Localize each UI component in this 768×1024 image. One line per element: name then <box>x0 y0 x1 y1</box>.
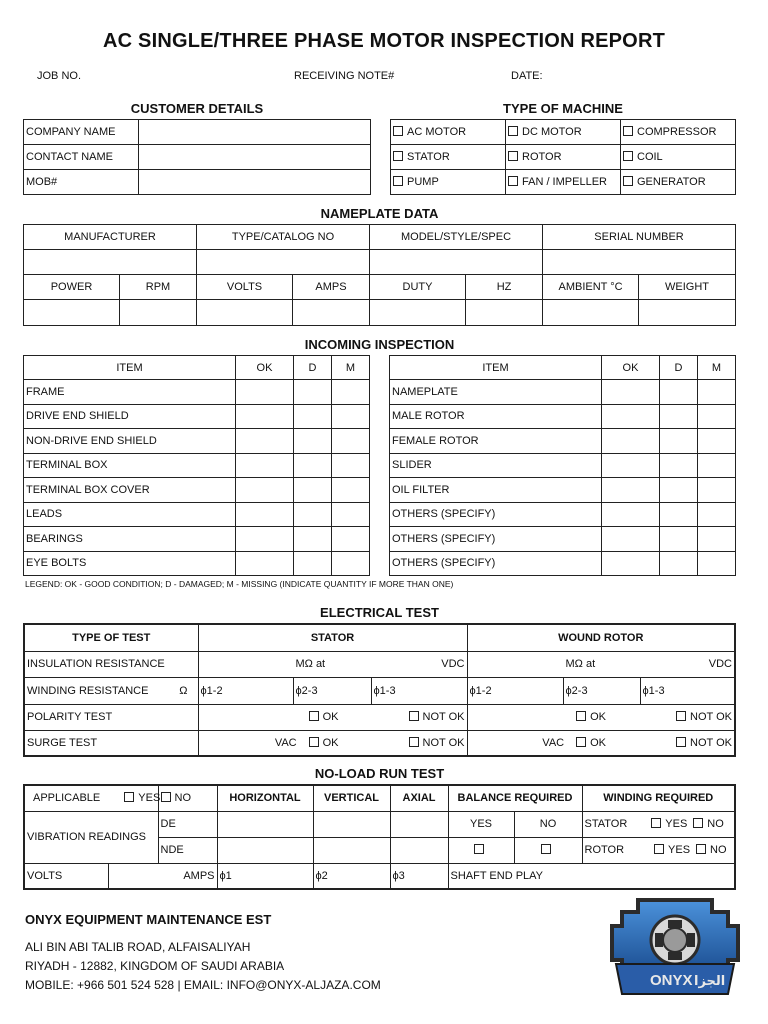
inspection-row <box>24 404 370 429</box>
option-generator[interactable]: GENERATOR <box>621 170 736 195</box>
balance-required-header: BALANCE REQUIRED <box>448 785 582 811</box>
company-name-field[interactable] <box>139 120 371 145</box>
wound-rotor-header: WOUND ROTOR <box>467 624 735 651</box>
checkbox-icon[interactable] <box>696 844 706 854</box>
de-label: DE <box>158 811 217 837</box>
inspection-row <box>24 380 370 405</box>
inspection-m-cell[interactable] <box>332 404 370 429</box>
electrical-table <box>23 623 736 757</box>
item-header: ITEM <box>390 356 602 380</box>
inspection-ok-cell[interactable] <box>602 429 660 454</box>
inspection-item-label: FRAME <box>24 380 236 405</box>
inspection-m-cell[interactable] <box>332 453 370 478</box>
inspection-ok-cell[interactable] <box>236 429 294 454</box>
inspection-d-cell[interactable] <box>294 551 332 576</box>
noload-table <box>23 784 736 890</box>
company-name-label: COMPANY NAME <box>24 120 139 145</box>
checkbox-icon[interactable] <box>508 176 518 186</box>
checkbox-icon[interactable] <box>161 792 171 802</box>
inspection-ok-cell[interactable] <box>236 551 294 576</box>
inspection-m-cell[interactable] <box>332 429 370 454</box>
shaft-end-play-field[interactable]: SHAFT END PLAY <box>448 863 735 889</box>
phase-3-field[interactable]: ϕ3 <box>390 863 448 889</box>
inspection-ok-cell[interactable] <box>236 527 294 552</box>
de-horizontal[interactable] <box>217 811 313 837</box>
inspection-item-label: NON-DRIVE END SHIELD <box>24 429 236 454</box>
checkbox-icon[interactable] <box>393 126 403 136</box>
inspection-row <box>24 551 370 576</box>
inspection-ok-cell[interactable] <box>602 502 660 527</box>
inspection-d-cell[interactable] <box>660 527 698 552</box>
type-catalog-header: TYPE/CATALOG NO <box>197 225 370 250</box>
checkbox-icon[interactable] <box>623 126 633 136</box>
checkbox-icon[interactable] <box>474 844 484 854</box>
inspection-item-label: EYE BOLTS <box>24 551 236 576</box>
option-fan-impeller[interactable]: FAN / IMPELLER <box>506 170 621 195</box>
item-header: ITEM <box>24 356 236 380</box>
ambient-field[interactable] <box>543 300 639 326</box>
balance-no-checkbox[interactable] <box>514 837 582 863</box>
option-stator[interactable]: STATOR <box>391 145 506 170</box>
incoming-left-table <box>23 355 370 576</box>
nameplate-table <box>23 224 736 326</box>
rpm-header: RPM <box>120 275 197 300</box>
inspection-item-label: FEMALE ROTOR <box>390 429 602 454</box>
weight-field[interactable] <box>639 300 736 326</box>
power-header: POWER <box>24 275 120 300</box>
inspection-item-label: BEARINGS <box>24 527 236 552</box>
inspection-row <box>390 478 736 503</box>
machine-table <box>390 119 736 195</box>
checkbox-icon[interactable] <box>654 844 664 854</box>
inspection-ok-cell[interactable] <box>236 502 294 527</box>
inspection-item-label: SLIDER <box>390 453 602 478</box>
date-label: DATE: <box>511 70 543 82</box>
inspection-d-cell[interactable] <box>660 453 698 478</box>
incoming-heading: INCOMING INSPECTION <box>304 337 455 352</box>
inspection-ok-cell[interactable] <box>602 380 660 405</box>
type-catalog-field[interactable] <box>197 250 370 275</box>
manufacturer-header: MANUFACTURER <box>24 225 197 250</box>
inspection-ok-cell[interactable] <box>602 527 660 552</box>
inspection-d-cell[interactable] <box>294 527 332 552</box>
job-no-label: JOB NO. <box>37 70 82 82</box>
winding-required-header: WINDING REQUIRED <box>582 785 735 811</box>
inspection-item-label: LEADS <box>24 502 236 527</box>
inspection-row <box>24 429 370 454</box>
manufacturer-field[interactable] <box>24 250 197 275</box>
inspection-item-label: NAMEPLATE <box>390 380 602 405</box>
inspection-row <box>24 453 370 478</box>
checkbox-icon[interactable] <box>124 792 134 802</box>
amps-label: AMPS <box>108 863 217 889</box>
balance-no-label: NO <box>514 811 582 837</box>
rpm-field[interactable] <box>120 300 197 326</box>
stator-phase-12[interactable]: ϕ1-2 <box>198 677 293 704</box>
checkbox-icon[interactable] <box>623 151 633 161</box>
vibration-label: VIBRATION READINGS <box>24 811 158 863</box>
inspection-row <box>24 502 370 527</box>
volts-label: VOLTS <box>24 863 108 889</box>
incoming-right-table <box>389 355 736 576</box>
stator-insulation-field[interactable]: MΩ at VDC <box>198 651 467 677</box>
inspection-item-label: OTHERS (SPECIFY) <box>390 551 602 576</box>
ohm-unit: Ω <box>179 684 188 697</box>
winding-stator-row: STATOR YES NO <box>582 811 735 837</box>
checkbox-icon[interactable] <box>508 151 518 161</box>
inspection-m-cell[interactable] <box>698 429 736 454</box>
inspection-m-cell[interactable] <box>332 527 370 552</box>
power-field[interactable] <box>24 300 120 326</box>
inspection-ok-cell[interactable] <box>602 404 660 429</box>
logo-text: ONYX <box>650 972 693 989</box>
contact-name-field[interactable] <box>139 145 371 170</box>
balance-yes-label: YES <box>448 811 514 837</box>
customer-table <box>23 119 371 195</box>
option-rotor[interactable]: ROTOR <box>506 145 621 170</box>
inspection-item-label: TERMINAL BOX <box>24 453 236 478</box>
hz-field[interactable] <box>466 300 543 326</box>
rotor-surge[interactable]: VAC OK NOT OK <box>467 730 735 756</box>
nameplate-heading: NAMEPLATE DATA <box>320 206 439 221</box>
noload-heading: NO-LOAD RUN TEST <box>314 766 445 781</box>
contact-line: MOBILE: +966 501 524 528 | EMAIL: INFO@ONYX-ALJAZA.COM <box>25 978 381 992</box>
inspection-row <box>390 404 736 429</box>
m-header: M <box>332 356 370 380</box>
polarity-label: POLARITY TEST <box>24 704 198 730</box>
inspection-d-cell[interactable] <box>660 478 698 503</box>
weight-header: WEIGHT <box>639 275 736 300</box>
contact-name-label: CONTACT NAME <box>24 145 139 170</box>
inspection-row <box>390 380 736 405</box>
inspection-row <box>390 429 736 454</box>
inspection-d-cell[interactable] <box>660 380 698 405</box>
option-ac-motor[interactable]: AC MOTOR <box>391 120 506 145</box>
checkbox-icon[interactable] <box>693 818 703 828</box>
rotor-polarity[interactable]: OK NOT OK <box>467 704 735 730</box>
inspection-ok-cell[interactable] <box>602 453 660 478</box>
inspection-ok-cell[interactable] <box>236 478 294 503</box>
inspection-d-cell[interactable] <box>660 502 698 527</box>
stator-header: STATOR <box>198 624 467 651</box>
applicable-no[interactable]: NO <box>158 785 217 811</box>
inspection-d-cell[interactable] <box>660 404 698 429</box>
phase-1-field[interactable]: ϕ1 <box>217 863 313 889</box>
checkbox-icon[interactable] <box>508 126 518 136</box>
onyx-logo <box>606 890 744 1000</box>
checkbox-icon[interactable] <box>541 844 551 854</box>
d-header: D <box>294 356 332 380</box>
legend-text: LEGEND: OK - GOOD CONDITION; D - DAMAGED; M - MISSING (INDICATE QUANTITY IF MORE THAN ONE) <box>25 579 454 589</box>
inspection-d-cell[interactable] <box>294 453 332 478</box>
option-compressor[interactable]: COMPRESSOR <box>621 120 736 145</box>
inspection-ok-cell[interactable] <box>236 380 294 405</box>
inspection-item-label: MALE ROTOR <box>390 404 602 429</box>
rotor-insulation-field[interactable]: MΩ at VDC <box>467 651 735 677</box>
inspection-m-cell[interactable] <box>332 502 370 527</box>
inspection-ok-cell[interactable] <box>602 478 660 503</box>
ambient-header: AMBIENT °C <box>543 275 639 300</box>
inspection-m-cell[interactable] <box>332 380 370 405</box>
inspection-ok-cell[interactable] <box>602 551 660 576</box>
winding-label: WINDING RESISTANCE Ω <box>24 677 198 704</box>
machine-heading: TYPE OF MACHINE <box>503 101 623 116</box>
hz-header: HZ <box>466 275 543 300</box>
inspection-d-cell[interactable] <box>294 404 332 429</box>
inspection-item-label: OIL FILTER <box>390 478 602 503</box>
report-title: AC SINGLE/THREE PHASE MOTOR INSPECTION REPORT <box>102 30 666 52</box>
horizontal-header: HORIZONTAL <box>217 785 313 811</box>
inspection-item-label: TERMINAL BOX COVER <box>24 478 236 503</box>
mobile-label: MOB# <box>24 170 139 195</box>
receiving-note-label: RECEIVING NOTE# <box>294 70 395 82</box>
nde-label: NDE <box>158 837 217 863</box>
m-header: M <box>698 356 736 380</box>
inspection-row <box>390 527 736 552</box>
nde-axial[interactable] <box>390 837 448 863</box>
model-style-header: MODEL/STYLE/SPEC <box>370 225 543 250</box>
checkbox-icon[interactable] <box>623 176 633 186</box>
phase-2-field[interactable]: ϕ2 <box>313 863 390 889</box>
checkbox-icon[interactable] <box>393 151 403 161</box>
checkbox-icon[interactable] <box>393 176 403 186</box>
d-header: D <box>660 356 698 380</box>
stator-surge[interactable]: VAC OK NOT OK <box>198 730 467 756</box>
winding-rotor-row: ROTOR YES NO <box>582 837 735 863</box>
company-name: ONYX EQUIPMENT MAINTENANCE EST <box>25 912 272 927</box>
inspection-m-cell[interactable] <box>698 380 736 405</box>
inspection-m-cell[interactable] <box>698 551 736 576</box>
inspection-row <box>390 453 736 478</box>
de-vertical[interactable] <box>313 811 390 837</box>
inspection-row <box>24 527 370 552</box>
inspection-m-cell[interactable] <box>698 502 736 527</box>
stator-phase-13[interactable]: ϕ1-3 <box>371 677 467 704</box>
inspection-d-cell[interactable] <box>660 429 698 454</box>
inspection-m-cell[interactable] <box>332 551 370 576</box>
inspection-row <box>390 551 736 576</box>
inspection-item-label: OTHERS (SPECIFY) <box>390 527 602 552</box>
inspection-m-cell[interactable] <box>698 527 736 552</box>
amps-field[interactable] <box>293 300 370 326</box>
amps-header: AMPS <box>293 275 370 300</box>
inspection-m-cell[interactable] <box>332 478 370 503</box>
applicable-row: APPLICABLE YES <box>24 785 158 811</box>
address-line-1: ALI BIN ABI TALIB ROAD, ALFAISALIYAH <box>25 940 251 954</box>
inspection-d-cell[interactable] <box>294 478 332 503</box>
inspection-m-cell[interactable] <box>698 453 736 478</box>
option-pump[interactable]: PUMP <box>391 170 506 195</box>
inspection-item-label: OTHERS (SPECIFY) <box>390 502 602 527</box>
electrical-heading: ELECTRICAL TEST <box>320 605 439 620</box>
duty-header: DUTY <box>370 275 466 300</box>
rotor-phase-13[interactable]: ϕ1-3 <box>640 677 735 704</box>
inspection-row <box>24 478 370 503</box>
inspection-item-label: DRIVE END SHIELD <box>24 404 236 429</box>
ok-header: OK <box>602 356 660 380</box>
rotor-phase-23[interactable]: ϕ2-3 <box>563 677 640 704</box>
address-line-2: RIYADH - 12882, KINGDOM OF SAUDI ARABIA <box>25 959 285 973</box>
checkbox-icon[interactable] <box>651 818 661 828</box>
inspection-m-cell[interactable] <box>698 404 736 429</box>
de-axial[interactable] <box>390 811 448 837</box>
type-of-test-header: TYPE OF TEST <box>24 624 198 651</box>
stator-phase-23[interactable]: ϕ2-3 <box>293 677 371 704</box>
surge-label: SURGE TEST <box>24 730 198 756</box>
inspection-d-cell[interactable] <box>294 502 332 527</box>
inspection-ok-cell[interactable] <box>236 404 294 429</box>
model-style-field[interactable] <box>370 250 543 275</box>
volts-field[interactable] <box>197 300 293 326</box>
vertical-header: VERTICAL <box>313 785 390 811</box>
customer-heading: CUSTOMER DETAILS <box>130 101 264 116</box>
serial-number-header: SERIAL NUMBER <box>543 225 736 250</box>
insulation-label: INSULATION RESISTANCE <box>24 651 198 677</box>
stator-polarity[interactable]: OK NOT OK <box>198 704 467 730</box>
logo-arabic-text: الجزا <box>694 974 726 989</box>
volts-header: VOLTS <box>197 275 293 300</box>
rotor-phase-12[interactable]: ϕ1-2 <box>467 677 563 704</box>
mobile-field[interactable] <box>139 170 371 195</box>
option-coil[interactable]: COIL <box>621 145 736 170</box>
inspection-d-cell[interactable] <box>294 429 332 454</box>
duty-field[interactable] <box>370 300 466 326</box>
nde-horizontal[interactable] <box>217 837 313 863</box>
nde-vertical[interactable] <box>313 837 390 863</box>
inspection-m-cell[interactable] <box>698 478 736 503</box>
inspection-ok-cell[interactable] <box>236 453 294 478</box>
serial-number-field[interactable] <box>543 250 736 275</box>
ok-header: OK <box>236 356 294 380</box>
axial-header: AXIAL <box>390 785 448 811</box>
inspection-d-cell[interactable] <box>660 551 698 576</box>
inspection-d-cell[interactable] <box>294 380 332 405</box>
option-dc-motor[interactable]: DC MOTOR <box>506 120 621 145</box>
balance-yes-checkbox[interactable] <box>448 837 514 863</box>
inspection-row <box>390 502 736 527</box>
